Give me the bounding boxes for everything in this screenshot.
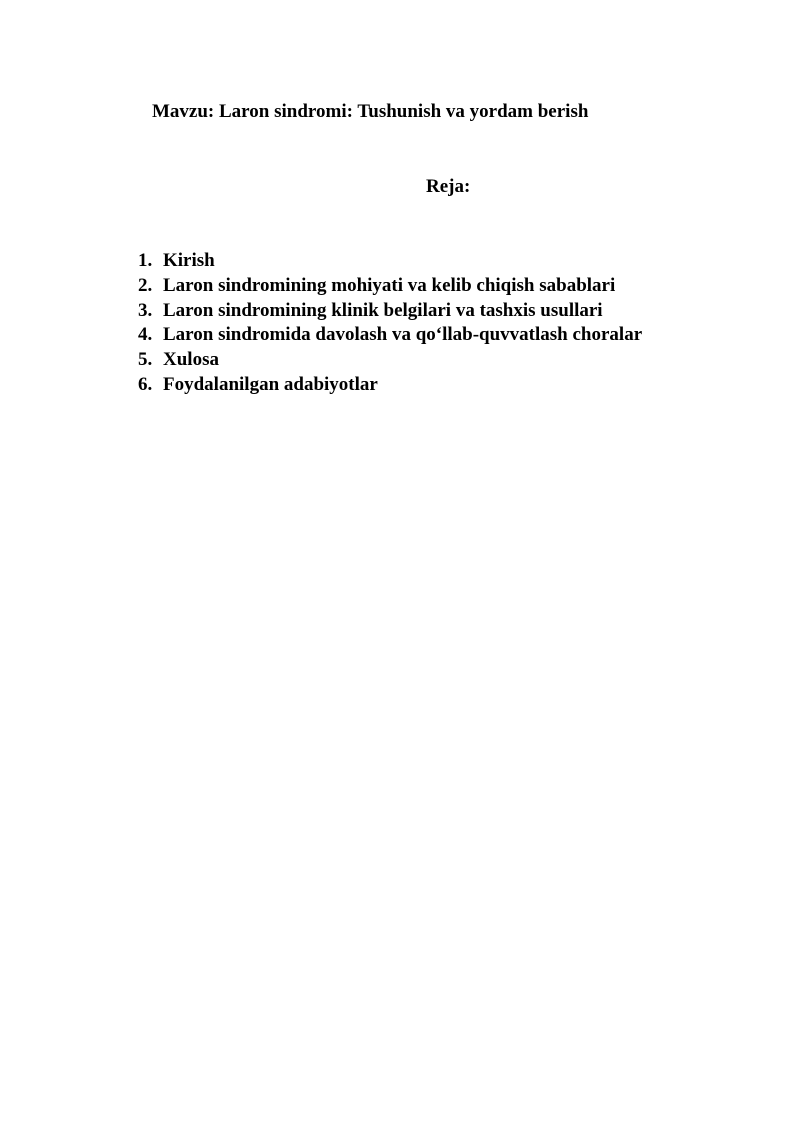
plan-list [138, 249, 642, 398]
plan-item-number: 2. [138, 274, 153, 296]
plan-item-text: Laron sindromining mohiyati va kelib chiqish sabablari [163, 274, 616, 296]
plan-item-2 [138, 274, 642, 299]
plan-item-number: 5. [138, 349, 153, 371]
plan-item-text: Foydalanilgan adabiyotlar [163, 373, 378, 395]
plan-item-1 [138, 249, 642, 274]
plan-item-number: 6. [138, 373, 153, 395]
plan-heading: Reja: [426, 176, 471, 197]
plan-item-text: Laron sindromida davolash va qo‘llab-quvvatlash choralar [163, 324, 643, 346]
plan-item-4 [138, 323, 642, 348]
plan-item-5 [138, 348, 642, 373]
plan-item-number: 1. [138, 250, 153, 271]
plan-item-number: 3. [138, 299, 153, 321]
plan-item-text: Kirish [163, 250, 215, 271]
plan-item-3 [138, 299, 642, 324]
plan-item-text: Laron sindromining klinik belgilari va tashxis usullari [163, 299, 603, 321]
plan-item-number: 4. [138, 324, 153, 346]
plan-item-6 [138, 373, 642, 398]
document-topic: Mavzu: Laron sindromi: Tushunish va yordam berish [152, 101, 589, 122]
plan-item-text: Xulosa [163, 349, 219, 371]
